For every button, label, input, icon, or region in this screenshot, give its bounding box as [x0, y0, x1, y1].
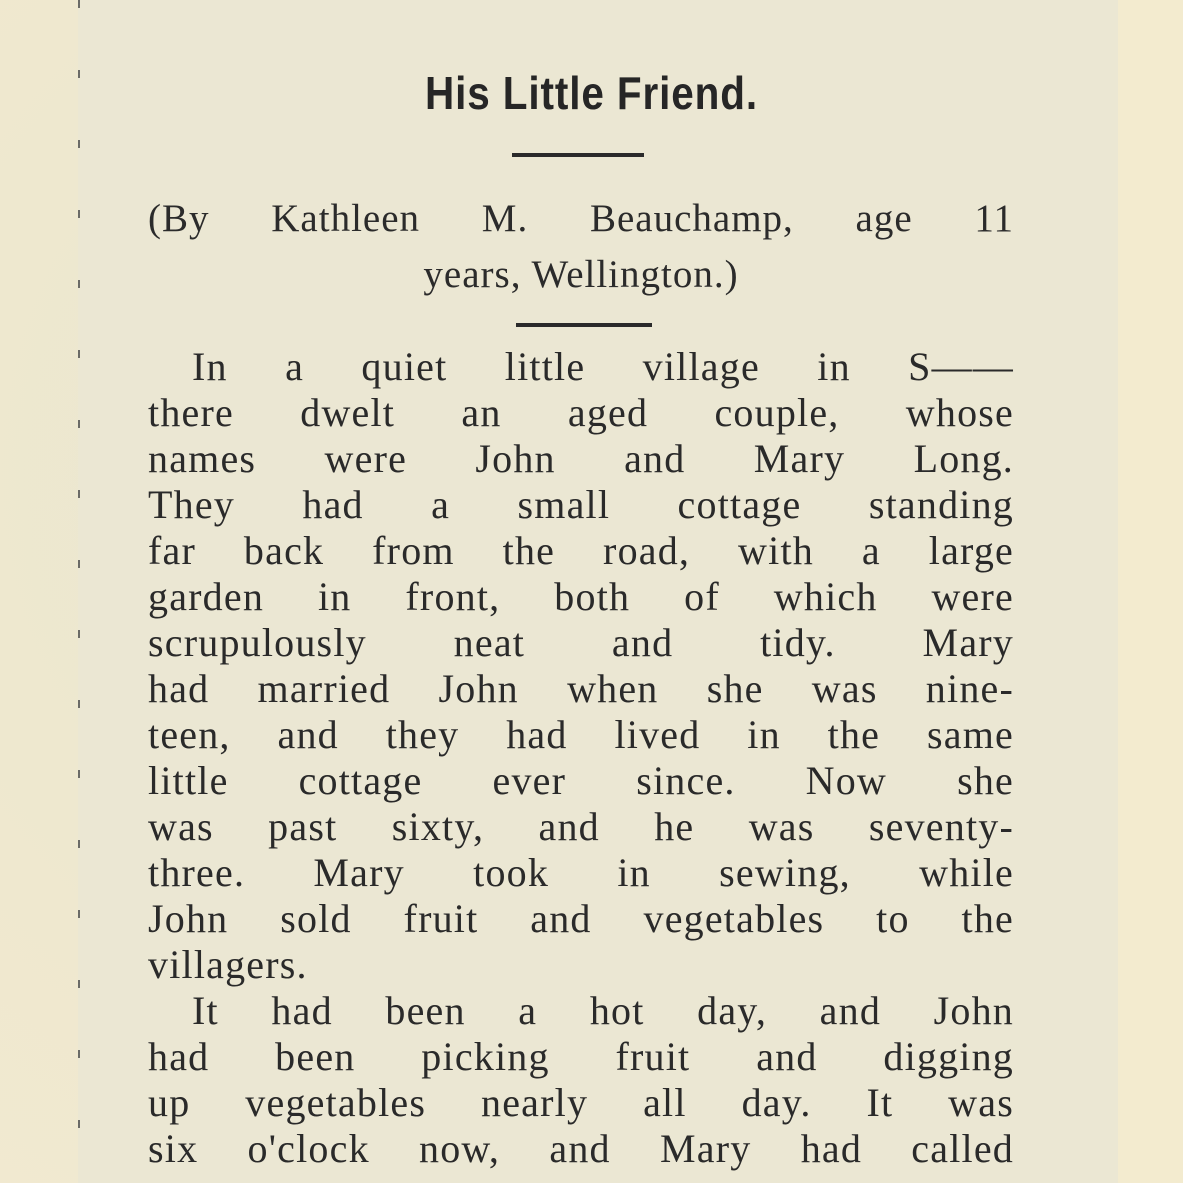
text-line: up vegetables nearly all day. It was: [148, 1080, 1014, 1125]
clipping-edge: [78, 0, 80, 1183]
text-line: They had a small cottage standing: [148, 482, 1014, 527]
text-line: far back from the road, with a large: [148, 528, 1014, 573]
text-line: there dwelt an aged couple, whose: [148, 390, 1014, 435]
text-line: six o'clock now, and Mary had called: [148, 1126, 1014, 1171]
text-line: scrupulously neat and tidy. Mary: [148, 620, 1014, 665]
title-rule: [512, 153, 644, 157]
page-margin: [1118, 0, 1183, 1183]
byline-line-1: (By Kathleen M. Beauchamp, age 11: [148, 197, 1014, 240]
text-line: garden in front, both of which were: [148, 574, 1014, 619]
text-line: villagers.: [148, 942, 308, 987]
text-line: was past sixty, and he was seventy-: [148, 804, 1014, 849]
text-line: John sold fruit and vegetables to the: [148, 896, 1014, 941]
byline-line-2: years, Wellington.): [423, 253, 739, 296]
text-line: teen, and they had lived in the same: [148, 712, 1014, 757]
text-line: names were John and Mary Long.: [148, 436, 1014, 481]
text-line: had married John when she was nine-: [148, 666, 1014, 711]
text-line: little cottage ever since. Now she: [148, 758, 1014, 803]
text-line: had been picking fruit and digging: [148, 1034, 1014, 1079]
text-line: In a quiet little village in S——: [192, 344, 1014, 389]
article-title: His Little Friend.: [425, 67, 758, 119]
text-line: three. Mary took in sewing, while: [148, 850, 1014, 895]
byline-rule: [516, 323, 652, 327]
text-line: It had been a hot day, and John: [192, 988, 1014, 1033]
